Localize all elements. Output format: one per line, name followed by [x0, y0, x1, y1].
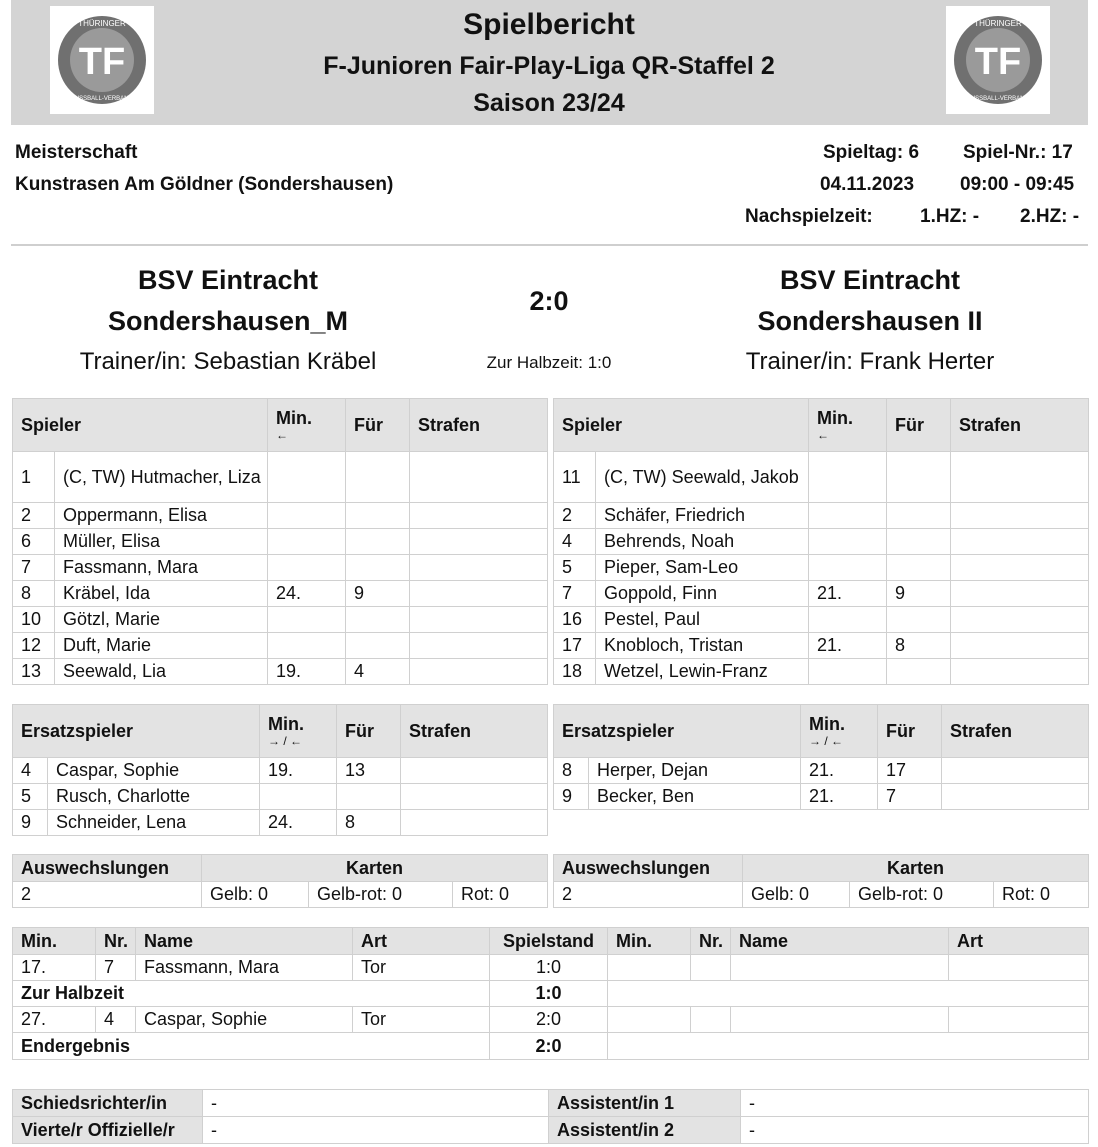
player-row	[554, 452, 1089, 503]
stoppage-first-half: 1.HZ: -	[920, 206, 980, 227]
final-row	[13, 1033, 1089, 1060]
player-penalties	[951, 581, 1089, 607]
player-row	[13, 452, 548, 503]
player-minute	[268, 452, 346, 503]
player-name: Götzl, Marie	[55, 607, 268, 633]
home-lineup-table	[12, 398, 548, 685]
referee-label: Schiedsrichter/in	[13, 1090, 203, 1117]
player-penalties	[951, 503, 1089, 529]
player-penalties	[951, 659, 1089, 685]
player-penalties	[951, 529, 1089, 555]
col-players: Spieler	[13, 399, 268, 452]
matchday: Spieltag: 6	[823, 142, 920, 163]
player-row	[13, 581, 548, 607]
player-number: 1	[13, 452, 55, 503]
final-row-score: 2:0	[490, 1033, 608, 1060]
event-min: 17.	[13, 955, 96, 981]
col-for: Für	[346, 399, 410, 452]
player-number: 2	[13, 503, 55, 529]
fourth-official-label: Vierte/r Offizielle/r	[13, 1117, 203, 1144]
player-name: Schneider, Lena	[48, 810, 260, 836]
col-subs: Ersatzspieler	[554, 705, 801, 758]
home-coach: Trainer/in: Sebastian Kräbel	[79, 348, 377, 375]
away-yellow-cards: Gelb: 0	[743, 882, 850, 908]
away-subs-table	[553, 704, 1089, 810]
player-minute	[809, 503, 887, 529]
col-cards: Karten	[202, 855, 548, 882]
home-team-line1: BSV Eintracht	[137, 265, 319, 295]
home-yellow-cards: Gelb: 0	[202, 882, 309, 908]
player-name: Knobloch, Tristan	[596, 633, 809, 659]
player-number: 4	[13, 758, 48, 784]
away-substitution-count: 2	[554, 882, 743, 908]
player-row	[554, 633, 1089, 659]
player-penalties	[951, 633, 1089, 659]
player-number: 5	[554, 555, 596, 581]
away-team-line2: Sondershausen II	[757, 306, 983, 336]
player-row	[554, 659, 1089, 685]
col-penalties: Strafen	[951, 399, 1089, 452]
away-subs-body	[554, 758, 1089, 810]
col-subs: Ersatzspieler	[13, 705, 260, 758]
event-score: 2:0	[490, 1007, 608, 1033]
player-number: 4	[554, 529, 596, 555]
player-name: (C, TW) Seewald, Jakob	[596, 452, 809, 503]
final-score: 2:0	[529, 286, 569, 316]
report-title: Spielbericht	[463, 8, 635, 41]
col-away-min: Min.	[608, 928, 691, 955]
player-replaced	[887, 659, 951, 685]
referee-value: -	[203, 1090, 549, 1117]
player-replaced	[887, 529, 951, 555]
player-number: 8	[554, 758, 589, 784]
player-row	[13, 659, 548, 685]
league-name: F-Junioren Fair-Play-Liga QR-Staffel 2	[323, 52, 775, 80]
player-name: Becker, Ben	[589, 784, 801, 810]
player-replaced: 7	[878, 784, 942, 810]
away-lineup-table	[553, 398, 1089, 685]
away-red-cards: Rot: 0	[994, 882, 1089, 908]
player-replaced	[346, 503, 410, 529]
col-for: Für	[337, 705, 401, 758]
player-name: Oppermann, Elisa	[55, 503, 268, 529]
player-name: Caspar, Sophie	[48, 758, 260, 784]
player-penalties	[410, 581, 548, 607]
logo-text-top: THÜRINGER	[974, 19, 1022, 28]
home-yellowred-cards: Gelb-rot: 0	[309, 882, 453, 908]
player-row	[13, 810, 548, 836]
venue: Kunstrasen Am Göldner (Sondershausen)	[15, 174, 394, 195]
player-penalties	[410, 452, 548, 503]
event-nr: 4	[96, 1007, 136, 1033]
player-replaced	[346, 529, 410, 555]
player-name: Goppold, Finn	[596, 581, 809, 607]
event-name: Caspar, Sophie	[136, 1007, 353, 1033]
player-number: 2	[554, 503, 596, 529]
player-minute: 24.	[268, 581, 346, 607]
logo-text-bottom: FUSSBALL-VERBAND	[71, 96, 133, 102]
player-replaced	[346, 607, 410, 633]
player-row	[554, 529, 1089, 555]
player-number: 13	[13, 659, 55, 685]
away-yellowred-cards: Gelb-rot: 0	[850, 882, 994, 908]
player-replaced	[337, 784, 401, 810]
player-replaced	[346, 452, 410, 503]
col-substitutions: Auswechslungen	[554, 855, 743, 882]
event-type: Tor	[353, 955, 490, 981]
player-replaced	[887, 555, 951, 581]
col-penalties: Strafen	[942, 705, 1089, 758]
player-number: 7	[13, 555, 55, 581]
player-number: 9	[554, 784, 589, 810]
logo-letters: TF	[974, 41, 1022, 83]
player-row	[554, 503, 1089, 529]
player-replaced: 9	[346, 581, 410, 607]
player-number: 17	[554, 633, 596, 659]
col-for: Für	[887, 399, 951, 452]
player-minute	[268, 503, 346, 529]
home-red-cards: Rot: 0	[453, 882, 548, 908]
player-minute	[809, 529, 887, 555]
player-replaced	[887, 452, 951, 503]
stoppage-label: Nachspielzeit:	[745, 206, 873, 227]
player-minute	[260, 784, 337, 810]
away-stats-table	[553, 854, 1089, 908]
halftime-row-score: 1:0	[490, 981, 608, 1007]
player-penalties	[951, 607, 1089, 633]
player-penalties	[410, 659, 548, 685]
player-name: Rusch, Charlotte	[48, 784, 260, 810]
player-minute: 21.	[809, 581, 887, 607]
stoppage-second-half: 2.HZ: -	[1020, 206, 1080, 227]
event-name: Fassmann, Mara	[136, 955, 353, 981]
player-minute: 19.	[268, 659, 346, 685]
col-for: Für	[878, 705, 942, 758]
player-replaced: 9	[887, 581, 951, 607]
player-minute: 21.	[801, 784, 878, 810]
player-number: 10	[13, 607, 55, 633]
away-lineup-body	[554, 452, 1089, 685]
event-min: 27.	[13, 1007, 96, 1033]
logo-text-top: THÜRINGER	[78, 19, 126, 28]
col-penalties: Strafen	[410, 399, 548, 452]
player-replaced: 4	[346, 659, 410, 685]
player-name: (C, TW) Hutmacher, Liza	[55, 452, 268, 503]
player-replaced	[346, 633, 410, 659]
player-number: 9	[13, 810, 48, 836]
player-name: Duft, Marie	[55, 633, 268, 659]
player-row	[13, 758, 548, 784]
home-subs-body	[13, 758, 548, 836]
player-minute	[268, 633, 346, 659]
player-name: Behrends, Noah	[596, 529, 809, 555]
away-coach: Trainer/in: Frank Herter	[745, 348, 995, 375]
col-away-nr: Nr.	[691, 928, 731, 955]
assistant2-value: -	[741, 1117, 1089, 1144]
col-penalties: Strafen	[401, 705, 548, 758]
player-minute	[809, 555, 887, 581]
assistant2-label: Assistent/in 2	[549, 1117, 741, 1144]
col-home-type: Art	[353, 928, 490, 955]
officials-table	[12, 1089, 1089, 1144]
event-type: Tor	[353, 1007, 490, 1033]
player-penalties	[410, 555, 548, 581]
col-home-name: Name	[136, 928, 353, 955]
player-row	[554, 758, 1089, 784]
player-replaced: 17	[878, 758, 942, 784]
player-row	[554, 555, 1089, 581]
competition: Meisterschaft	[15, 142, 138, 163]
player-penalties	[951, 555, 1089, 581]
player-name: Schäfer, Friedrich	[596, 503, 809, 529]
player-minute	[809, 607, 887, 633]
player-penalties	[942, 758, 1089, 784]
events-table	[12, 927, 1089, 1060]
col-score: Spielstand	[490, 928, 608, 955]
player-number: 16	[554, 607, 596, 633]
player-row	[554, 607, 1089, 633]
player-replaced	[887, 607, 951, 633]
logo-letters: TF	[78, 41, 126, 83]
player-name: Müller, Elisa	[55, 529, 268, 555]
player-minute: 24.	[260, 810, 337, 836]
divider	[11, 244, 1088, 246]
player-minute: 21.	[801, 758, 878, 784]
col-home-nr: Nr.	[96, 928, 136, 955]
home-substitution-count: 2	[13, 882, 202, 908]
fourth-official-value: -	[203, 1117, 549, 1144]
halftime-row	[13, 981, 1089, 1007]
player-minute	[809, 452, 887, 503]
col-away-type: Art	[949, 928, 1089, 955]
player-minute: 19.	[260, 758, 337, 784]
away-team-line1: BSV Eintracht	[779, 265, 961, 295]
player-row	[13, 555, 548, 581]
player-row	[554, 784, 1089, 810]
player-penalties	[942, 784, 1089, 810]
player-minute: 21.	[809, 633, 887, 659]
col-min: Min. → / ←	[801, 705, 878, 758]
player-penalties	[401, 810, 548, 836]
player-row	[554, 581, 1089, 607]
player-number: 6	[13, 529, 55, 555]
match-number: Spiel-Nr.: 17	[963, 142, 1073, 163]
player-number: 18	[554, 659, 596, 685]
player-number: 11	[554, 452, 596, 503]
player-number: 8	[13, 581, 55, 607]
player-minute	[809, 659, 887, 685]
player-name: Kräbel, Ida	[55, 581, 268, 607]
home-lineup-body	[13, 452, 548, 685]
col-min: Min. → / ←	[260, 705, 337, 758]
player-penalties	[410, 503, 548, 529]
halftime-score: Zur Halbzeit: 1:0	[486, 353, 612, 372]
col-min: Min. ←	[809, 399, 887, 452]
col-cards: Karten	[743, 855, 1089, 882]
player-name: Pieper, Sam-Leo	[596, 555, 809, 581]
final-label: Endergebnis	[13, 1033, 490, 1060]
player-penalties	[410, 607, 548, 633]
home-team-line2: Sondershausen_M	[107, 306, 349, 336]
home-subs-table	[12, 704, 548, 836]
player-penalties	[951, 452, 1089, 503]
col-home-min: Min.	[13, 928, 96, 955]
player-penalties	[410, 633, 548, 659]
col-players: Spieler	[554, 399, 809, 452]
player-number: 12	[13, 633, 55, 659]
logo-text-bottom: FUSSBALL-VERBAND	[967, 96, 1029, 102]
match-time: 09:00 - 09:45	[960, 174, 1075, 195]
match-date: 04.11.2023	[820, 174, 915, 195]
col-away-name: Name	[731, 928, 949, 955]
player-row	[13, 607, 548, 633]
event-score: 1:0	[490, 955, 608, 981]
col-min: Min. ←	[268, 399, 346, 452]
player-number: 5	[13, 784, 48, 810]
player-name: Pestel, Paul	[596, 607, 809, 633]
player-penalties	[401, 784, 548, 810]
event-nr: 7	[96, 955, 136, 981]
player-replaced: 8	[337, 810, 401, 836]
player-minute	[268, 607, 346, 633]
player-number: 7	[554, 581, 596, 607]
player-row	[13, 784, 548, 810]
player-penalties	[401, 758, 548, 784]
season: Saison 23/24	[473, 89, 625, 117]
player-minute	[268, 529, 346, 555]
halftime-label: Zur Halbzeit	[13, 981, 490, 1007]
player-minute	[268, 555, 346, 581]
player-name: Wetzel, Lewin-Franz	[596, 659, 809, 685]
player-penalties	[410, 529, 548, 555]
col-substitutions: Auswechslungen	[13, 855, 202, 882]
player-name: Seewald, Lia	[55, 659, 268, 685]
player-name: Herper, Dejan	[589, 758, 801, 784]
event-row	[13, 955, 1089, 981]
player-replaced: 8	[887, 633, 951, 659]
home-stats-table	[12, 854, 548, 908]
player-replaced	[887, 503, 951, 529]
player-replaced: 13	[337, 758, 401, 784]
player-row	[13, 529, 548, 555]
player-row	[13, 503, 548, 529]
assistant1-value: -	[741, 1090, 1089, 1117]
player-name: Fassmann, Mara	[55, 555, 268, 581]
player-row	[13, 633, 548, 659]
assistant1-label: Assistent/in 1	[549, 1090, 741, 1117]
player-replaced	[346, 555, 410, 581]
event-row	[13, 1007, 1089, 1033]
